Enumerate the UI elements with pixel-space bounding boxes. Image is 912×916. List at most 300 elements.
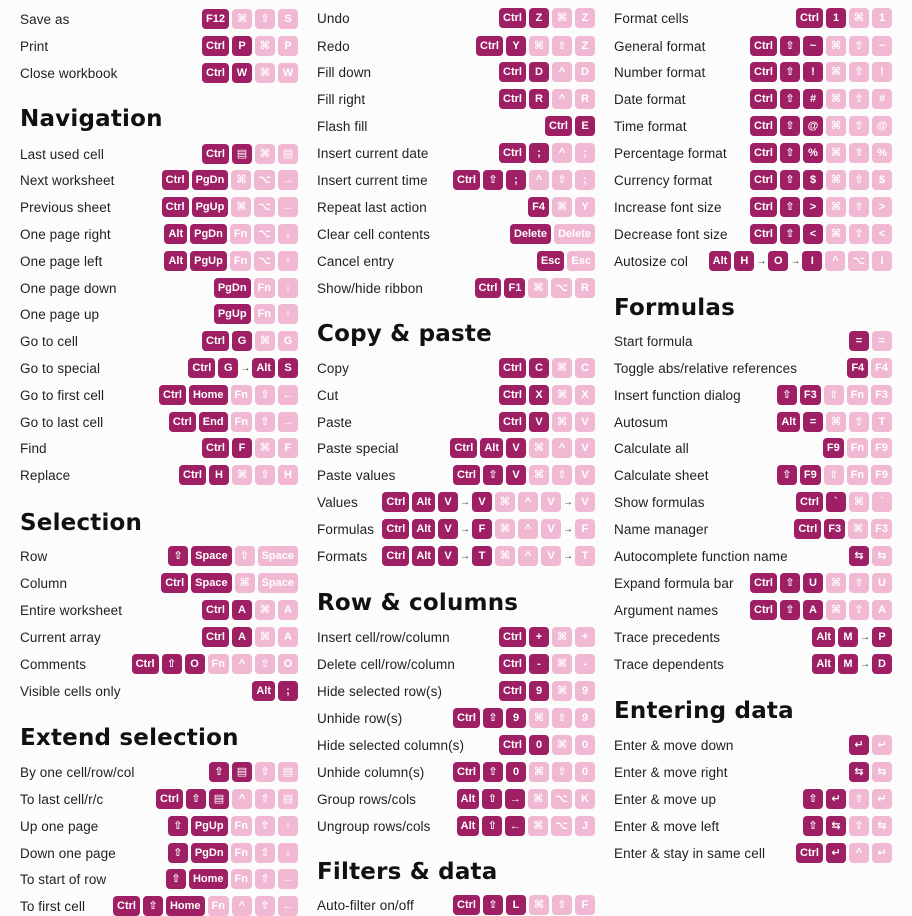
windows-shift-key: ⇧ [209,762,229,782]
shortcut-label: Autosize col [614,253,688,269]
mac-tab-key: ⇆ [872,762,892,782]
shortcut-label: Close workbook [20,65,118,81]
mac-key: @ [872,116,892,136]
windows-shift-key: ⇧ [780,224,800,244]
mac-control-key: ^ [849,843,869,863]
mac-key: ; [575,170,595,190]
mac-command-key: ⌘ [826,36,846,56]
mac-command-key: ⌘ [529,895,549,915]
shortcut-row [614,735,892,755]
mac-shift-key: ⇧ [255,654,275,674]
windows-key: Ctrl [499,735,526,755]
mac-command-key: ⌘ [529,708,549,728]
shortcut-label: Comments [20,656,87,672]
mac-option-key: ⌥ [551,278,572,298]
windows-key: Ctrl [796,843,823,863]
windows-key: Ctrl [382,492,409,512]
mac-key: T [872,412,892,432]
windows-key: Ctrl [499,412,526,432]
mac-command-key: ⌘ [826,62,846,82]
mac-key: F3 [871,385,892,405]
windows-key: I [802,251,822,271]
shortcut-row [317,251,595,271]
windows-key: PgDn [214,278,251,298]
shortcut-row [614,331,892,351]
shortcut-row [20,304,298,324]
shortcut-keys [453,895,595,915]
shortcut-label: Formats [317,548,368,564]
windows-key: + [529,627,549,647]
shortcut-keys [812,654,892,674]
mac-command-key: ⌘ [255,144,275,164]
shortcut-keys [202,438,298,458]
shortcut-label: Autosum [614,414,668,430]
windows-key: F3 [800,385,821,405]
mac-control-key: ^ [825,251,845,271]
shortcut-row [317,762,595,782]
windows-key: Ctrl [499,681,526,701]
mac-down-arrow-key: ↓ [278,278,298,298]
shortcut-row [20,869,298,889]
mac-command-key: ⌘ [552,654,572,674]
shortcut-row [317,465,595,485]
mac-command-key: ⌘ [826,224,846,244]
shortcut-row [614,546,892,566]
shortcut-row [614,573,892,593]
shortcut-keys [750,224,892,244]
shortcut-keys [202,144,298,164]
windows-key: F3 [824,519,845,539]
windows-key: V [472,492,492,512]
windows-key: ` [826,492,846,512]
shortcut-row [614,36,892,56]
windows-key: F4 [847,358,868,378]
mac-key: # [872,89,892,109]
shortcut-row [317,143,595,163]
shortcut-row [317,519,595,539]
shortcut-label: Unhide column(s) [317,764,425,780]
shortcut-keys [777,412,892,432]
shortcut-row [317,36,595,56]
windows-key: - [529,654,549,674]
shortcut-label: Save as [20,11,70,27]
shortcut-label: Trace dependents [614,656,724,672]
shortcut-label: Hide selected row(s) [317,683,443,699]
mac-key: X [575,385,595,405]
windows-key: H [209,465,229,485]
mac-arrow-keys-key: ▤ [278,144,298,164]
shortcut-keys [168,816,298,836]
shortcut-keys [162,197,298,217]
shortcut-keys [847,358,892,378]
shortcut-label: Row [20,548,48,564]
shortcut-row [614,197,892,217]
shortcut-row [614,251,892,271]
windows-key: Ctrl [202,144,229,164]
shortcut-row [614,8,892,28]
shortcut-keys [169,412,298,432]
mac-key: Fn [847,385,868,405]
shortcut-keys [453,708,595,728]
shortcut-keys [794,519,892,539]
mac-command-key: ⌘ [529,438,549,458]
shortcut-label: Visible cells only [20,683,121,699]
shortcut-row [20,412,298,432]
mac-control-key: ^ [552,438,572,458]
windows-key: V [438,519,458,539]
windows-key: L [506,895,526,915]
mac-key: I [872,251,892,271]
mac-shift-key: ⇧ [849,36,869,56]
windows-key: Ctrl [132,654,159,674]
shortcut-row [20,197,298,217]
mac-key: Space [258,546,298,566]
mac-key: R [575,278,595,298]
shortcut-row [614,627,892,647]
mac-key: F9 [871,465,892,485]
windows-key: Alt [164,224,187,244]
windows-key: Ctrl [750,116,777,136]
shortcut-row [20,600,298,620]
windows-key: Ctrl [499,358,526,378]
mac-shift-key: ⇧ [552,36,572,56]
shortcut-label: Insert current date [317,145,429,161]
shortcut-keys [164,224,298,244]
shortcut-label: One page down [20,280,117,296]
windows-key: W [232,63,252,83]
mac-key: V [541,546,561,566]
shortcut-label: Redo [317,38,350,54]
shortcut-keys [202,627,298,647]
shortcut-row [317,197,595,217]
shortcut-keys [750,143,892,163]
shortcut-row [317,627,595,647]
shortcut-keys [188,358,298,378]
shortcut-keys [750,62,892,82]
shortcut-keys [202,36,298,56]
shortcut-keys [750,36,892,56]
mac-key: S [278,9,298,29]
windows-key: Ctrl [159,385,186,405]
mac-command-key: ⌘ [255,331,275,351]
shortcut-keys [166,869,298,889]
mac-control-key: ^ [232,789,252,809]
mac-key: Fn [847,438,868,458]
windows-key: Ctrl [188,358,215,378]
windows-key: V [438,546,458,566]
windows-key: Space [191,546,231,566]
shortcut-keys [796,843,892,863]
windows-key: V [506,465,526,485]
mac-shift-key: ⇧ [849,224,869,244]
shortcut-keys [499,681,595,701]
mac-arrow-keys-key: ▤ [278,789,298,809]
mac-arrow-keys-key: ▤ [278,762,298,782]
mac-option-key: ⌥ [551,789,572,809]
windows-shift-key: ⇧ [168,843,188,863]
windows-key: Ctrl [750,600,777,620]
shortcut-row [20,465,298,485]
mac-control-key: ^ [518,519,538,539]
windows-key: Ctrl [453,708,480,728]
windows-key: PgDn [192,170,229,190]
shortcut-label: Insert current time [317,172,428,188]
mac-shift-key: ⇧ [255,896,275,916]
windows-shift-key: ⇧ [780,170,800,190]
mac-shift-key: ⇧ [849,170,869,190]
windows-shift-key: ⇧ [777,465,797,485]
windows-key: Ctrl [202,36,229,56]
mac-shift-key: ⇧ [849,197,869,217]
shortcut-label: General format [614,38,706,54]
shortcut-keys [202,600,298,620]
shortcut-label: Values [317,494,358,510]
windows-shift-key: ⇧ [780,36,800,56]
windows-key: H [734,251,754,271]
mac-command-key: ⌘ [255,63,275,83]
shortcut-keys [457,789,595,809]
shortcut-keys [161,573,298,593]
windows-key: G [232,331,252,351]
windows-key: Ctrl [453,762,480,782]
shortcut-row [614,438,892,458]
shortcut-keys [499,735,595,755]
mac-key: 0 [575,762,595,782]
mac-command-key: ⌘ [826,600,846,620]
shortcut-label: Unhide row(s) [317,710,403,726]
mac-command-key: ⌘ [826,573,846,593]
shortcut-keys [159,385,298,405]
windows-key: Ctrl [476,36,503,56]
windows-key: ; [278,681,298,701]
windows-key: Ctrl [499,385,526,405]
mac-control-key: ^ [232,896,252,916]
mac-control-key: ^ [552,62,572,82]
mac-key: > [872,197,892,217]
shortcut-row [317,116,595,136]
shortcut-row [614,762,892,782]
mac-control-key: ^ [232,654,252,674]
shortcut-row [614,816,892,836]
windows-key: F4 [528,197,549,217]
shortcut-keys [252,681,298,701]
shortcut-label: Print [20,38,49,54]
windows-key: Y [506,36,526,56]
shortcut-row [614,224,892,244]
shortcut-row [20,224,298,244]
section-heading: Navigation [20,106,163,132]
shortcut-keys [499,654,595,674]
windows-key: D [529,62,549,82]
shortcut-keys [750,89,892,109]
shortcut-label: Repeat last action [317,199,427,215]
windows-key: Home [189,869,228,889]
shortcut-row [317,895,595,915]
shortcut-row [614,519,892,539]
windows-key: Ctrl [169,412,196,432]
shortcut-row [20,63,298,83]
mac-key: V [541,519,561,539]
sequence-arrow-icon: → [790,255,801,267]
windows-key: Ctrl [750,197,777,217]
mac-key: Fn [230,224,251,244]
shortcut-label: Find [20,440,47,456]
windows-key: Z [529,8,549,28]
shortcut-row [317,789,595,809]
shortcut-row [20,331,298,351]
shortcut-keys [537,251,595,271]
windows-key: Ctrl [162,170,189,190]
windows-shift-key: ⇧ [780,116,800,136]
windows-tab-key: ⇆ [849,762,869,782]
shortcut-keys [453,465,595,485]
windows-key: Ctrl [750,224,777,244]
windows-shift-key: ⇧ [143,896,163,916]
shortcut-row [20,278,298,298]
mac-up-arrow-key: ↑ [278,304,298,324]
shortcut-label: Hide selected column(s) [317,737,465,753]
shortcut-label: Insert cell/row/column [317,629,450,645]
shortcut-label: Enter & move up [614,791,717,807]
windows-arrow-keys-key: ▤ [232,144,252,164]
mac-shift-key: ⇧ [235,546,255,566]
shortcut-label: Fill down [317,64,372,80]
mac-key: Fn [231,385,252,405]
mac-command-key: ⌘ [826,143,846,163]
windows-key: Alt [252,681,275,701]
windows-key: Ctrl [750,89,777,109]
mac-key: V [575,465,595,485]
shortcut-label: Show formulas [614,494,705,510]
mac-command-key: ⌘ [826,197,846,217]
mac-key: Fn [208,896,229,916]
mac-tab-key: ⇆ [872,546,892,566]
shortcut-keys [214,304,298,324]
windows-key: Ctrl [202,438,229,458]
mac-key: O [278,654,298,674]
windows-key: Ctrl [202,627,229,647]
shortcut-row [20,170,298,190]
mac-command-key: ⌘ [528,789,548,809]
shortcut-label: Calculate all [614,440,689,456]
windows-key: PgUp [214,304,251,324]
shortcut-keys [849,735,892,755]
mac-key: V [575,412,595,432]
shortcut-keys [475,278,595,298]
shortcut-keys [750,197,892,217]
shortcut-row [20,843,298,863]
shortcut-label: One page up [20,306,100,322]
windows-shift-key: ⇧ [482,789,502,809]
shortcut-keys [202,331,298,351]
mac-key: H [278,465,298,485]
shortcut-row [20,654,298,674]
windows-tab-key: ⇆ [826,816,846,836]
sequence-arrow-icon: → [240,362,251,374]
windows-key: Alt [709,251,732,271]
shortcut-row [20,385,298,405]
shortcut-label: Trace precedents [614,629,721,645]
shortcut-row [614,412,892,432]
mac-shift-key: ⇧ [849,116,869,136]
windows-key: 9 [506,708,526,728]
shortcut-label: Column [20,575,68,591]
windows-key: ~ [803,36,823,56]
shortcut-row [20,358,298,378]
shortcut-keys [168,843,298,863]
shortcut-row [614,492,892,512]
windows-key: 1 [826,8,846,28]
windows-key: Ctrl [499,143,526,163]
shortcut-keys [528,197,595,217]
shortcut-keys [777,465,892,485]
shortcut-keys [803,816,892,836]
shortcut-keys [499,385,595,405]
shortcut-row [614,465,892,485]
shortcut-label: Enter & move left [614,818,720,834]
mac-option-key: ⌥ [551,816,572,836]
shortcut-row [20,681,298,701]
shortcut-row [614,358,892,378]
mac-command-key: ⌘ [849,492,869,512]
mac-key: P [278,36,298,56]
mac-key: F [278,438,298,458]
windows-shift-key: ⇧ [780,197,800,217]
mac-key: F [575,519,595,539]
mac-tab-key: ⇆ [872,816,892,836]
windows-key: Ctrl [499,89,526,109]
windows-key: Ctrl [202,63,229,83]
shortcut-row [317,654,595,674]
mac-key: F [575,895,595,915]
windows-key: V [529,412,549,432]
mac-shift-key: ⇧ [552,170,572,190]
shortcut-label: Name manager [614,521,709,537]
shortcut-keys [849,331,892,351]
mac-key: ` [872,492,892,512]
shortcut-keys [545,116,595,136]
windows-shift-key: ⇧ [186,789,206,809]
shortcut-row [317,224,595,244]
mac-key: V [575,438,595,458]
mac-up-arrow-key: ↑ [278,251,298,271]
mac-command-key: ⌘ [552,385,572,405]
shortcut-label: Flash fill [317,118,368,134]
windows-key: V [438,492,458,512]
windows-shift-key: ⇧ [803,789,823,809]
windows-key: Ctrl [750,36,777,56]
windows-key: # [803,89,823,109]
mac-shift-key: ⇧ [255,465,275,485]
shortcut-keys [476,36,595,56]
shortcut-row [20,36,298,56]
mac-shift-key: ⇧ [255,9,275,29]
windows-return-key: ↵ [826,789,846,809]
shortcut-label: Group rows/cols [317,791,417,807]
windows-key: = [803,412,823,432]
windows-key: F9 [823,438,844,458]
mac-command-key: ⌘ [529,762,549,782]
mac-command-key: ⌘ [528,278,548,298]
windows-key: Alt [457,789,480,809]
shortcut-keys [750,116,892,136]
mac-shift-key: ⇧ [824,385,844,405]
shortcut-keys [750,600,892,620]
windows-key: Ctrl [450,438,477,458]
mac-key: Y [575,197,595,217]
windows-key: C [529,358,549,378]
mac-shift-key: ⇧ [552,895,572,915]
